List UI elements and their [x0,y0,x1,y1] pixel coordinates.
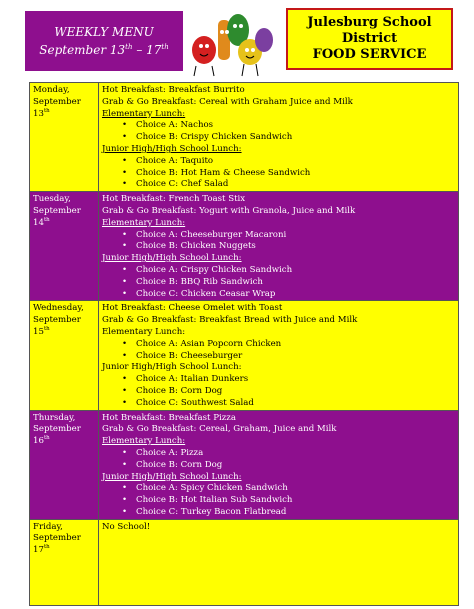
date-text: September 13 [33,96,81,119]
elementary-choices [102,448,455,472]
elementary-lunch-label: Elementary Lunch: [102,217,186,228]
weekday: Tuesday, [33,194,71,205]
elementary-lunch-label: Elementary Lunch: [102,108,186,119]
date [33,315,95,339]
day-cell [30,192,99,301]
date-suffix: th [43,544,50,551]
date-text: September 15 [33,315,81,337]
day-row-tuesday [30,192,459,301]
date-suffix: th [43,326,50,333]
weekday: Thursday, [33,412,76,423]
list-item: • Choice B: Cheeseburger [122,351,455,363]
day-cell [30,83,99,192]
day-row-monday [30,83,459,192]
food-characters-illustration [186,6,276,78]
day-row-wednesday [30,301,459,410]
menu-cell [99,192,459,301]
list-item: • Choice C: Chicken Ceasar Wrap [122,289,455,301]
list-item: • Choice B: Corn Dog [122,460,455,472]
list-item: • Choice B: BBQ Rib Sandwich [122,277,455,289]
junior-high-lunch-label: Junior High/High School Lunch: [102,471,242,482]
junior-high-choices [102,374,455,409]
junior-high-lunch-label: Junior High/High School Lunch: [102,143,242,154]
weekday: Wednesday, [33,303,84,314]
hot-breakfast: Hot Breakfast: Cheese Omelet with Toast [102,303,283,314]
elementary-choices [102,120,455,144]
list-item: • Choice C: Chef Salad [122,179,455,191]
junior-high-choices [102,156,455,191]
hot-breakfast: Hot Breakfast: Breakfast Pizza [102,412,236,423]
date-text: September 16 [33,424,81,447]
weekday: Friday, [33,521,63,532]
date-suffix: th [43,107,50,114]
date [33,97,95,121]
date-suffix: th [43,216,50,223]
date [33,206,95,230]
date-range-separator: – [132,43,147,57]
grab-and-go-breakfast: Grab & Go Breakfast: Yogurt with Granola, Juice and Milk [102,205,356,216]
grab-and-go-breakfast: Grab & Go Breakfast: Cereal with Graham Juice and Milk [102,96,353,107]
menu-cell [99,519,459,605]
elementary-choices [102,339,455,363]
date-range-start-suffix: th [125,43,133,51]
date-text: September 17 [33,533,81,556]
date-text: September 14 [33,205,81,228]
day-row-thursday [30,410,459,519]
date [33,424,95,448]
menu-table [29,82,459,606]
day-cell [30,301,99,410]
junior-high-lunch-label: Junior High/High School Lunch: [102,362,242,373]
menu-cell [99,410,459,519]
junior-high-lunch-label: Junior High/High School Lunch: [102,253,242,264]
date-range-end-suffix: th [161,43,169,51]
date-range [25,41,183,59]
weekly-menu-banner [25,11,183,71]
hot-breakfast: Hot Breakfast: Breakfast Burrito [102,85,245,95]
list-item: • Choice A: Taquito [122,156,455,168]
no-school-note: No School! [102,521,151,532]
district-name-line2: District [341,31,398,46]
list-item: • Choice A: Italian Dunkers [122,374,455,386]
elementary-lunch-label: Elementary Lunch: [102,436,186,447]
date-range-end: 17 [146,43,162,57]
grab-and-go-breakfast: Grab & Go Breakfast: Breakfast Bread with Juice and Milk [102,315,358,326]
department-name: FOOD SERVICE [312,47,427,62]
grab-and-go-breakfast: Grab & Go Breakfast: Cereal, Graham, Juice and Milk [102,424,337,435]
date-range-start: September 13 [39,43,126,57]
list-item: • Choice A: Pizza [122,448,455,460]
date-suffix: th [43,435,50,442]
list-item: • Choice A: Nachos [122,120,455,132]
list-item: • Choice A: Asian Popcorn Chicken [122,339,455,351]
district-banner [286,8,453,70]
menu-cell [99,301,459,410]
list-item: • Choice B: Hot Italian Sub Sandwich [122,495,455,507]
list-item: • Choice C: Southwest Salad [122,398,455,410]
junior-high-choices [102,265,455,300]
menu-cell [99,83,459,192]
elementary-choices [102,230,455,254]
list-item: • Choice A: Spicy Chicken Sandwich [122,483,455,495]
day-cell [30,410,99,519]
weekday: Monday, [33,85,70,95]
menu-title: WEEKLY MENU [54,25,154,39]
list-item: • Choice B: Corn Dog [122,386,455,398]
elementary-lunch-label: Elementary Lunch: [102,326,186,337]
list-item: • Choice B: Crispy Chicken Sandwich [122,132,455,144]
district-name-line1: Julesburg School [307,15,432,30]
junior-high-choices [102,483,455,518]
date [33,533,95,557]
list-item: • Choice C: Turkey Bacon Flatbread [122,507,455,519]
list-item: • Choice A: Crispy Chicken Sandwich [122,265,455,277]
day-row-friday [30,519,459,605]
day-cell [30,519,99,605]
list-item: • Choice B: Chicken Nuggets [122,241,455,253]
list-item: • Choice A: Cheeseburger Macaroni [122,230,455,242]
hot-breakfast: Hot Breakfast: French Toast Stix [102,194,246,205]
list-item: • Choice B: Hot Ham & Cheese Sandwich [122,168,455,180]
